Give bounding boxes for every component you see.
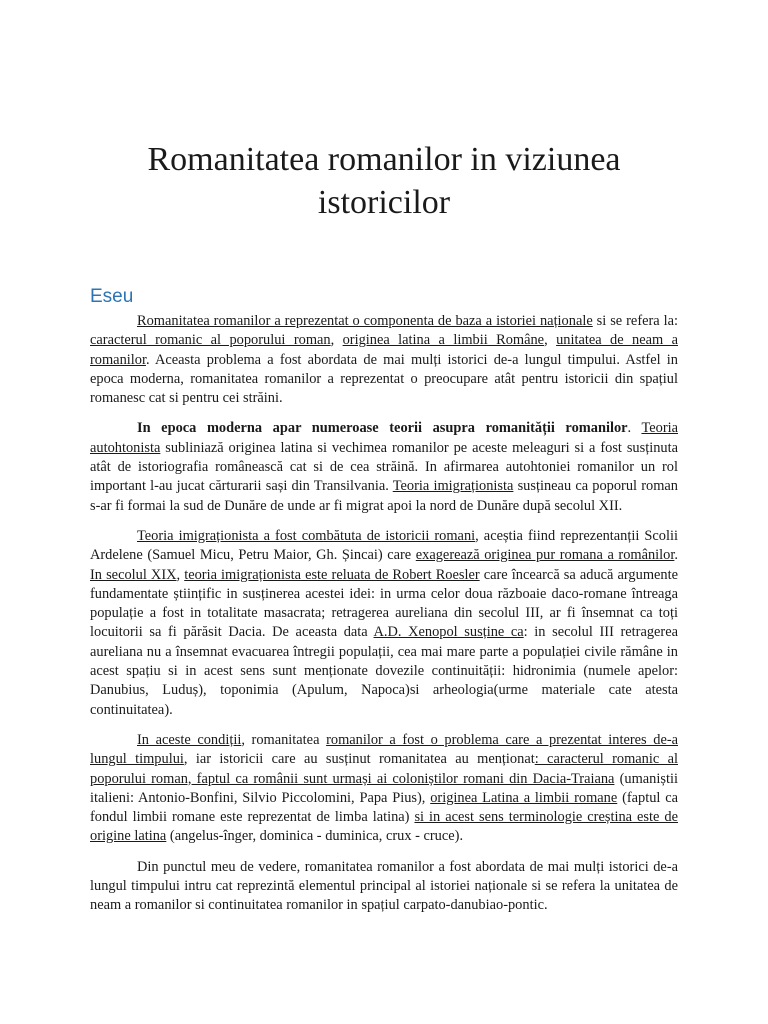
text-run: A.D. Xenopol susține ca xyxy=(373,624,524,641)
text-run: exagerează originea pur romana a românilor xyxy=(415,547,675,564)
document-body xyxy=(90,312,678,927)
text-run: Teoria autohtonista xyxy=(90,420,678,456)
text-run: originea Latina a limbii romane xyxy=(430,789,618,806)
text-run: caracterul romanic al poporului roman xyxy=(90,332,331,349)
text-run: . xyxy=(674,547,678,564)
text-run: Din punctul meu de vedere, romanitatea romanilor a fost abordata de mai mulți istorici de-a lungul timpului intru cat reprezintă elementul principal al istoriei naționale si se refera la unitatea de neam a romanilor si continuitatea romanilor in spațiul carpato-danubiao-pontic. xyxy=(90,858,678,914)
paragraph-3 xyxy=(90,527,678,720)
paragraph-2 xyxy=(90,419,678,515)
text-run: (umaniștii italieni: Antonio-Bonfini, Silvio Piccolomini, Papa Pius), xyxy=(90,770,678,806)
text-run: In secolul XIX xyxy=(90,566,177,583)
text-run: si in acest sens terminologie creștina este de origine latina xyxy=(90,809,678,845)
text-run: , romanitatea xyxy=(241,731,327,748)
text-run: , xyxy=(544,332,557,349)
text-run: subliniază originea latina si vechimea romanilor pe aceste meleaguri si a fost susținuta atât de istoriografia românească cat si de cea străină. In afirmarea autohtoniei romanilor un rol important l-au jucat cărturarii sași din Transilvania. xyxy=(90,439,678,495)
text-run: In aceste condiții xyxy=(137,731,242,748)
document-title: Romanitatea romanilor in viziunea istoricilor xyxy=(147,141,621,221)
text-run: In epoca moderna apar numeroase teorii asupra romanității romanilor xyxy=(137,420,628,437)
text-run: care încearcă sa aducă argumente fundamentate științific in susținerea acestei idei: in urma celor doua războaie daco-romane întreaga populație a fost in totalitate masacrata; retragerea aureliana din secolul III, ar fi însemnat ca toți locuitorii sa fi părăsit Dacia. De aceasta data xyxy=(90,566,678,641)
paragraph-1 xyxy=(90,312,678,408)
text-run: , iar istoricii care au susținut romanitatea au menționat xyxy=(183,751,535,768)
text-run: si se refera la: xyxy=(592,313,678,329)
text-run: Teoria imigraționista xyxy=(392,478,514,495)
text-run: unitatea de neam a romanilor xyxy=(90,332,678,368)
text-run: (faptul ca fondul limbii romane este reprezentat de limba latina) xyxy=(90,789,679,826)
paragraph-5 xyxy=(90,858,678,916)
text-run: , xyxy=(176,566,185,583)
text-run: , aceștia fiind reprezentanții Scolii Ardelene (Samuel Micu, Petru Maior, Gh. Șincai) care xyxy=(90,527,678,564)
text-run: susțineau ca poporul roman s-ar fi formai la sud de Dunăre de unde ar fi migrat apoi la nord de Dunăre după secolul XII. xyxy=(90,478,678,514)
text-run: . xyxy=(627,420,642,437)
text-run: : caracterul romanic al poporului roman, faptul ca românii sunt urmași ai coloniștilor romani din Dacia-Traiana xyxy=(90,751,678,787)
text-run: . Aceasta problema a fost abordata de mai mulți istorici de-a lungul timpului. Astfel in epoca moderna, romanitatea romanilor a reprezentat o preocupare atât pentru istoricii din spațiul romanesc cat si pentru cei străini. xyxy=(90,351,678,407)
text-run: Romanitatea romanilor a reprezentat o componenta de baza a istoriei naționale xyxy=(137,313,593,329)
paragraph-4 xyxy=(90,731,678,847)
text-run: Teoria imigraționista a fost combătuta de istoricii romani xyxy=(137,527,476,544)
text-run: originea latina a limbii Române xyxy=(342,332,545,349)
text-run: romanilor a fost o problema care a prezentat interes de-a lungul timpului xyxy=(90,731,679,768)
text-run: , xyxy=(330,332,343,349)
section-heading: Eseu xyxy=(90,286,134,307)
text-run: : in secolul III retragerea aureliana nu a însemnat evacuarea întregii populații, cea mai mare parte a populației civile rămâne in acest spațiu si in acest sens sunt menționate dovezile continuității: hidronimia (numele apelor: Danubius, Luduș), toponimia (Apulum, Napoca)si arheologia(urme materiale cate atesta continuitatea). xyxy=(90,624,678,718)
text-run: (angelus-înger, dominica - duminica, crux - cruce). xyxy=(166,828,464,845)
text-run: teoria imigraționista este reluata de Robert Roesler xyxy=(184,566,480,583)
